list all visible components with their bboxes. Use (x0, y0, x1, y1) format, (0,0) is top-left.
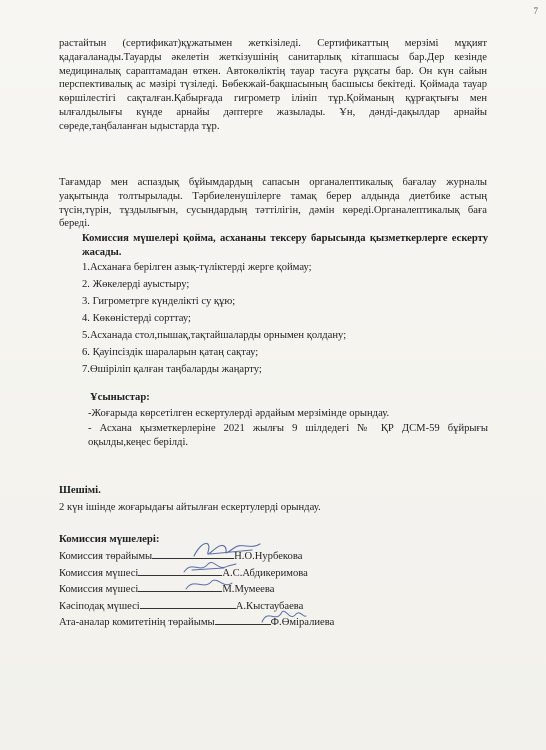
list-item: 2. Жөкелерді ауыстыру; (82, 278, 190, 290)
decision-title: Шешімі. (59, 484, 101, 496)
signature-line (138, 566, 222, 576)
signature-line (140, 599, 236, 609)
recommendation-item: -Жоғарыда көрсетілген ескертулерді әрдайым мерзімінде орындау. (88, 408, 390, 419)
paragraph-organoleptic: Тағамдар мен аспаздық бұйымдардың сапасын органалептикалық бағалау журналы уақытында толтырылады. Тәрбиеленушілерге тамақ берер алдында диетбике астың түсін,түрін, тұздылығын, сусындардың тәттілігін, дәмін көреді.Органалептикалық баға береді. (59, 177, 487, 230)
list-item: 6. Қауіпсіздік шараларын қатаң сақтау; (82, 346, 259, 358)
member-row (59, 582, 274, 595)
signature-line (215, 615, 271, 625)
commission-remarks-heading: Комиссия мүшелері қойма, асхананы тексеру барысында қызметкерлерге ескерту жасады. (82, 233, 488, 258)
member-role: Комиссия төрайымы (59, 551, 153, 562)
remarks-list (82, 261, 488, 377)
list-item: 4. Көкөністерді сорттау; (82, 312, 191, 324)
member-role: Комиссия мүшесі (59, 568, 139, 579)
member-name: Н.О.Нурбекова (234, 551, 303, 562)
list-item: 7.Өшіріліп қалған таңбаларды жаңарту; (82, 363, 262, 375)
member-name: М.Мумеева (222, 584, 275, 595)
member-row (59, 599, 303, 612)
paragraph-certificate: растайтын (сертификат)құжатымен жеткізіледі. Сертификаттың мерзімі мұқият қадағаланады.Тауарды әкелетін жеткізушінің санитарлық кітапшасы бар.Дер кезінде медициналық сараптамадан өткен. Автокөліктің тауар тасуға рұқсаты бар. Он күн сайын перспективалық ас мәзірі түзіледі. Бөбекжай-бақшасының басшысы бекітеді. Қоймада тауар көршілестігі сақталған.Қабырғада гигрометр ілініп тұр.Қойманың құрғақтығы мен ылғалдылығы күнде арнайы дәптерге жазылады. Ұн, дәнді-дақылдар арнайы сөреде,таңбаланған ыдыстарда тұр. (59, 38, 487, 132)
member-row (59, 615, 334, 628)
member-name: Ф.Өміралиева (270, 617, 335, 628)
member-role: Комиссия мүшесі (59, 584, 139, 595)
page-number: 7 (533, 6, 538, 16)
recommendations-title: Ұсыныстар: (90, 392, 150, 403)
recommendation-item: - Асхана қызметкерлеріне 2021 жылғы 9 шілдедегі № ҚР ДСМ-59 бұйрығы оқылды,кеңес берілді. (88, 423, 488, 448)
list-item: 5.Асханада стол,пышақ,тақтайшаларды орнымен қолдану; (82, 329, 347, 341)
member-role: Кәсіподақ мүшесі (59, 601, 140, 612)
signature-line (152, 549, 234, 559)
member-row-chair (59, 549, 302, 562)
list-item: 1.Асханаға берілген азық-түліктерді жерге қоймау; (82, 261, 312, 273)
list-item: 3. Гигрометрге күнделікті су құю; (82, 295, 236, 307)
commission-remarks (82, 232, 488, 379)
signature-line (138, 582, 222, 592)
decision-text: 2 күн ішінде жоғарыдағы айтылған ескертулерді орындау. (59, 502, 321, 513)
members-title: Комиссия мүшелері: (59, 533, 160, 545)
member-name: А.С.Абдикеримова (222, 568, 308, 579)
member-role: Ата-аналар комитетінің төрайымы (59, 617, 215, 628)
member-row (59, 566, 308, 579)
member-name: А.Кыстаубаева (235, 601, 304, 612)
